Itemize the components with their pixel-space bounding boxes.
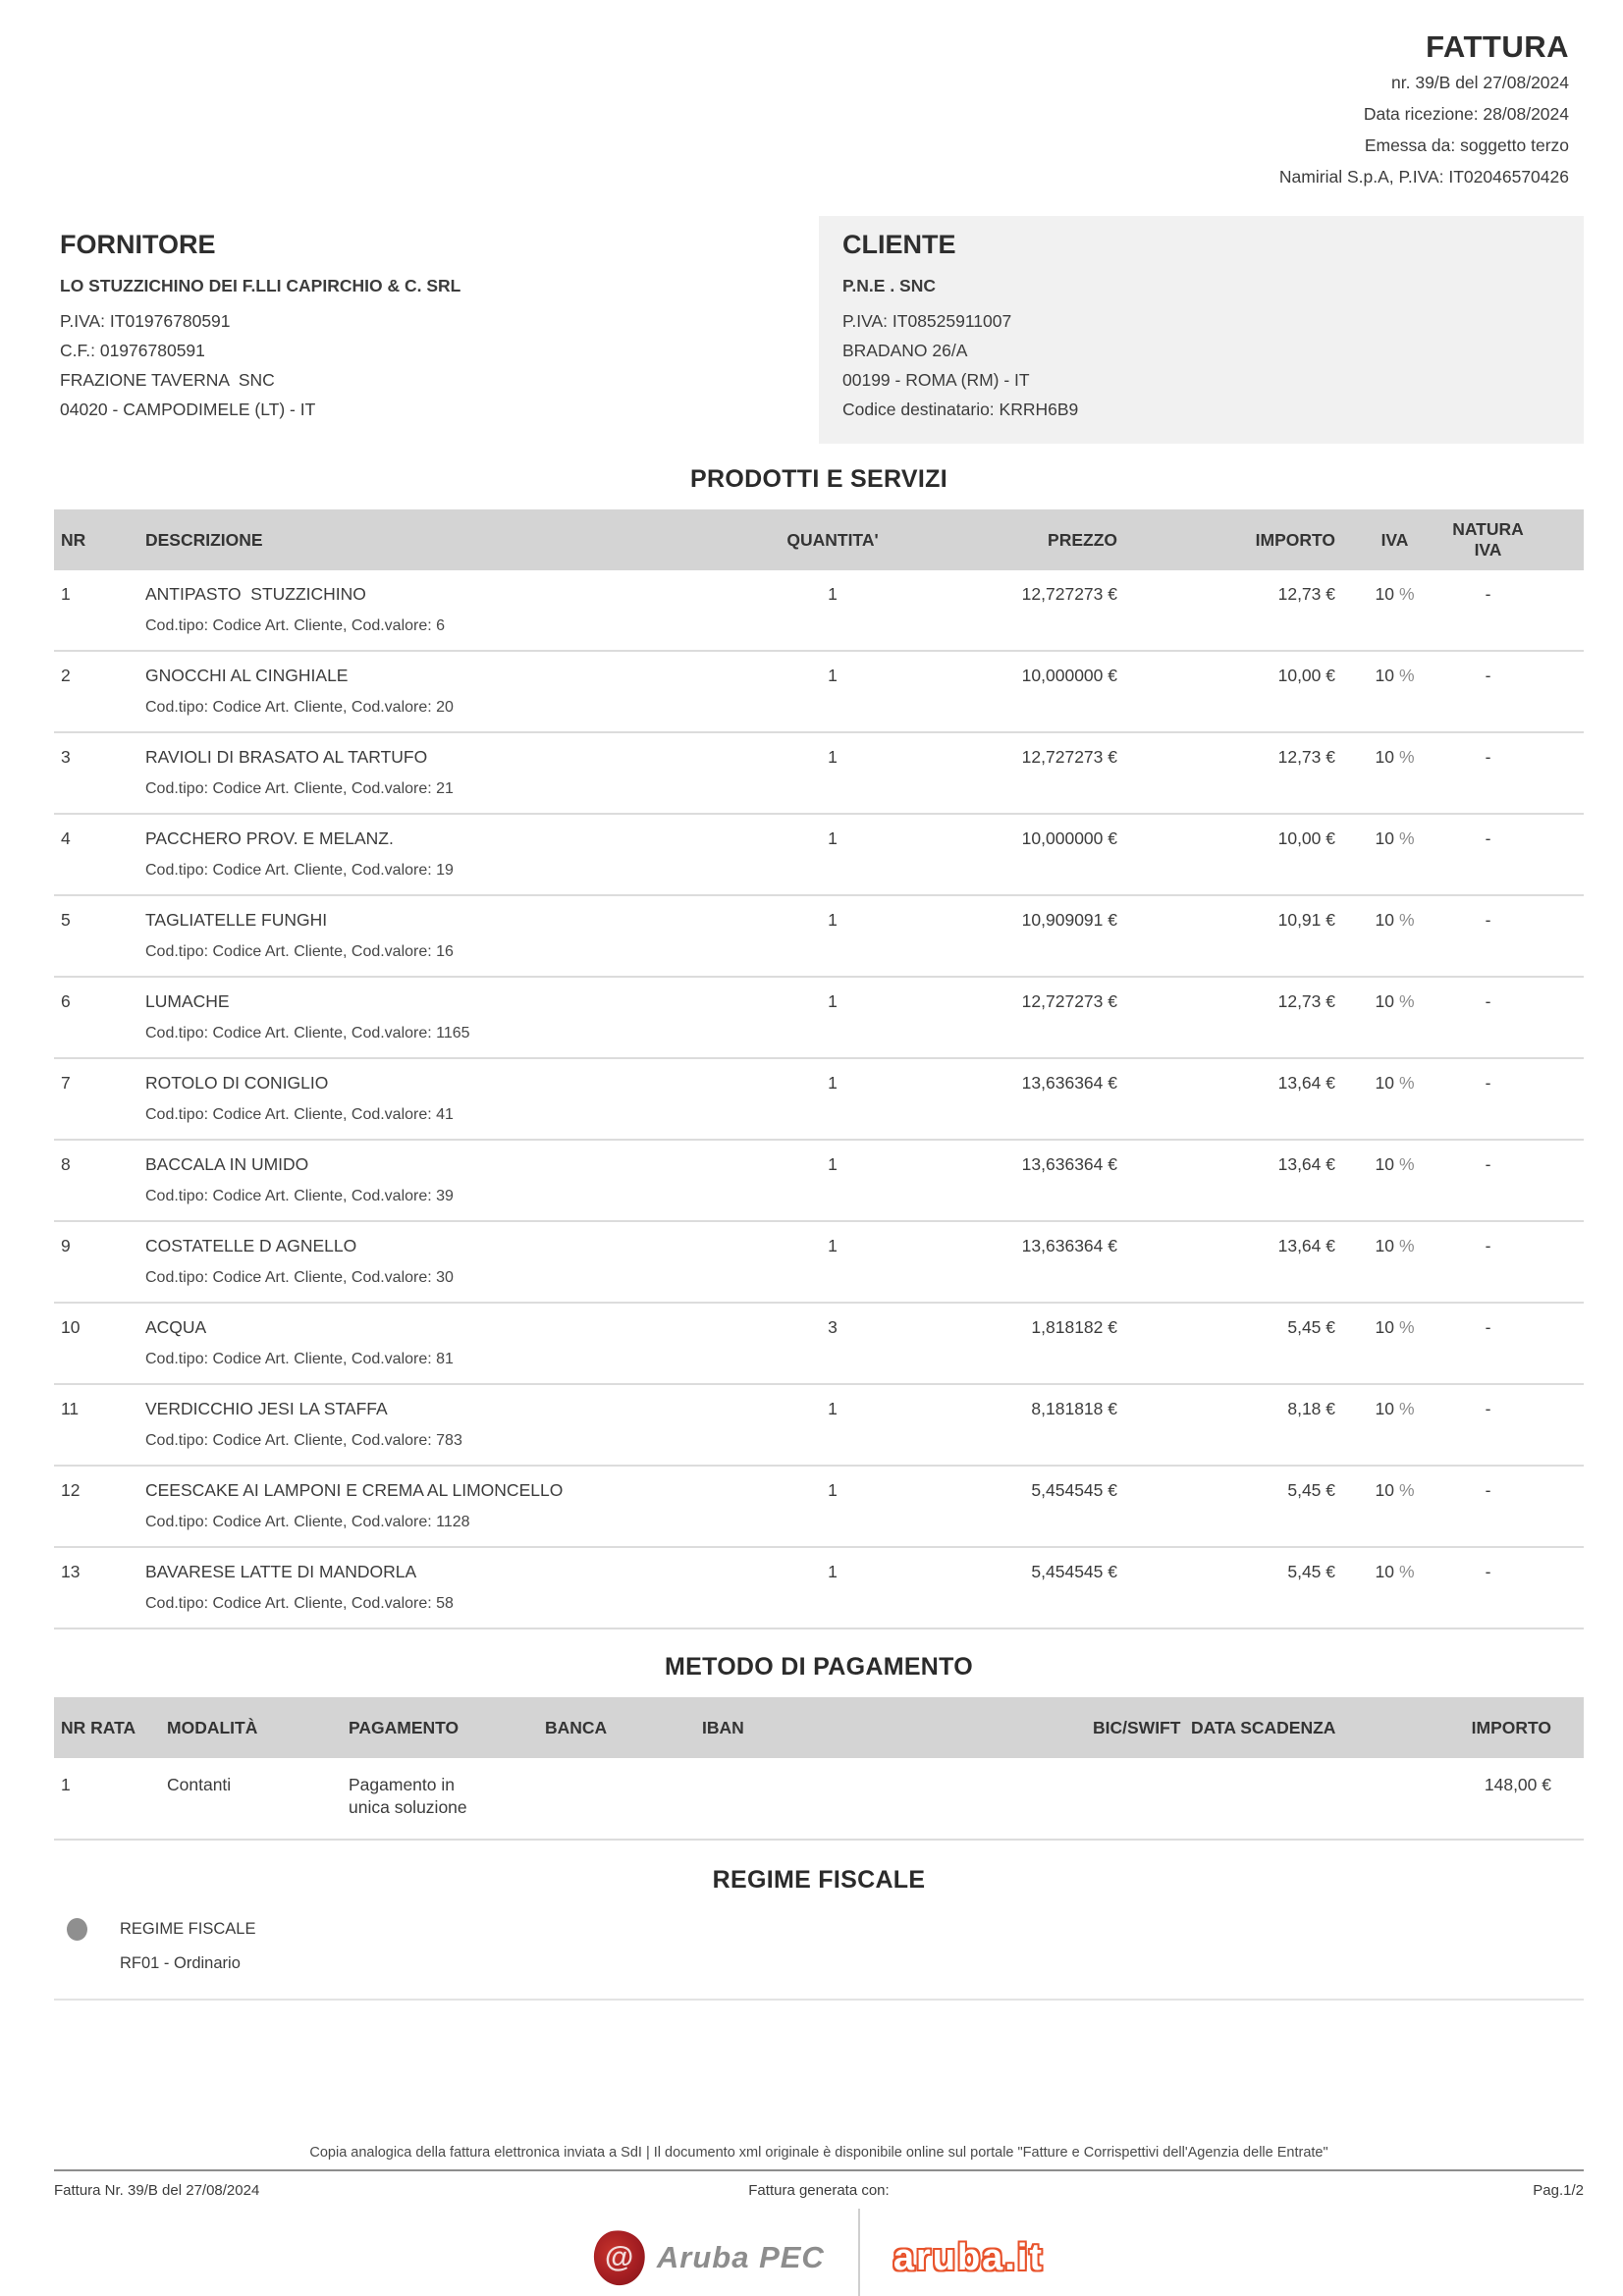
row-vat-nature: -: [1485, 1480, 1491, 1500]
aruba-pec-logo: [594, 2230, 825, 2285]
row-nr: 3: [61, 747, 71, 767]
row-vat-nature: -: [1485, 747, 1491, 767]
page-footer: [54, 2145, 1584, 2296]
invoice-title: FATTURA: [1426, 29, 1569, 64]
row-description: [108, 1478, 774, 1533]
col-header-due-date: DATA SCADENZA: [1191, 1717, 1336, 1737]
percent-sign: %: [1398, 1154, 1415, 1174]
row-amount: 5,45 €: [1287, 1480, 1335, 1500]
parties-section: [54, 216, 1584, 444]
footer-logos: [54, 2209, 1584, 2296]
row-article-code: Cod.tipo: Codice Art. Cliente, Cod.valore: 41: [145, 1106, 454, 1123]
col-header-nr: NR: [61, 529, 86, 550]
row-nr: 7: [61, 1073, 71, 1093]
row-vat-nature: -: [1485, 1236, 1491, 1255]
customer-name: P.N.E . SNC: [842, 276, 936, 295]
row-amount: 10,00 €: [1277, 828, 1335, 848]
row-quantity: 1: [828, 828, 838, 848]
row-vat-nature: -: [1485, 1073, 1491, 1093]
row-description: [108, 827, 774, 881]
percent-sign: %: [1398, 1317, 1415, 1337]
products-table-header: [54, 509, 1584, 570]
col-header-description: DESCRIZIONE: [145, 529, 263, 550]
row-article-code: Cod.tipo: Codice Art. Cliente, Cod.valore: 19: [145, 862, 454, 879]
row-description-text: ROTOLO DI CONIGLIO: [145, 1073, 329, 1093]
row-price: 13,636364 €: [1021, 1154, 1117, 1174]
row-description-text: CEESCAKE AI LAMPONI E CREMA AL LIMONCELLO: [145, 1480, 564, 1500]
row-vat-rate: 10 %: [1375, 991, 1415, 1011]
row-price: 13,636364 €: [1021, 1236, 1117, 1255]
row-vat-rate: 10 %: [1375, 828, 1415, 848]
row-quantity: 1: [828, 1399, 838, 1418]
row-article-code: Cod.tipo: Codice Art. Cliente, Cod.valore: 1165: [145, 1025, 470, 1041]
payment-type: Pagamento in unica soluzione: [349, 1775, 467, 1817]
payment-amount: 148,00 €: [1484, 1775, 1551, 1794]
table-row: [54, 1467, 1584, 1548]
row-vat-rate: 10 %: [1375, 1154, 1415, 1174]
row-vat-nature: -: [1485, 584, 1491, 604]
payment-row: [54, 1758, 1584, 1841]
row-description: [108, 1397, 774, 1452]
row-vat-nature: -: [1485, 1562, 1491, 1581]
table-row: [54, 1141, 1584, 1222]
row-description: [108, 664, 774, 719]
footer-generated-with: Fattura generata con:: [748, 2182, 890, 2199]
row-price: 5,454545 €: [1031, 1480, 1117, 1500]
regime-section-title: REGIME FISCALE: [712, 1866, 926, 1894]
row-description: [108, 582, 774, 637]
table-row: [54, 1548, 1584, 1629]
row-nr: 10: [61, 1317, 81, 1337]
logo-divider: [858, 2209, 860, 2296]
row-price: 12,727273 €: [1021, 747, 1117, 767]
row-vat-nature: -: [1485, 666, 1491, 685]
invoice-intermediary-line: Namirial S.p.A, P.IVA: IT02046570426: [1278, 167, 1569, 187]
supplier-fiscal-code: C.F.: 01976780591: [60, 341, 205, 360]
col-header-bank: BANCA: [545, 1717, 608, 1737]
row-article-code: Cod.tipo: Codice Art. Cliente, Cod.valore: 6: [145, 617, 446, 634]
row-description-text: BACCALA IN UMIDO: [145, 1154, 309, 1174]
bullet-icon: [67, 1918, 87, 1941]
row-quantity: 1: [828, 910, 838, 930]
table-row: [54, 1385, 1584, 1467]
row-vat-nature: -: [1485, 1317, 1491, 1337]
row-description: [108, 908, 774, 963]
percent-sign: %: [1398, 910, 1415, 930]
col-header-price: PREZZO: [1048, 529, 1117, 550]
row-nr: 9: [61, 1236, 71, 1255]
supplier-block: [54, 216, 819, 444]
row-description-text: LUMACHE: [145, 991, 230, 1011]
row-quantity: 1: [828, 666, 838, 685]
row-description: [108, 1152, 774, 1207]
row-description-text: PACCHERO PROV. E MELANZ.: [145, 828, 394, 848]
row-quantity: 1: [828, 1562, 838, 1581]
col-header-pay-amount: IMPORTO: [1471, 1717, 1551, 1737]
row-price: 12,727273 €: [1021, 991, 1117, 1011]
row-vat-rate: 10 %: [1375, 584, 1415, 604]
row-vat-rate: 10 %: [1375, 1399, 1415, 1418]
row-vat-rate: 10 %: [1375, 1236, 1415, 1255]
row-vat-rate: 10 %: [1375, 747, 1415, 767]
aruba-it-wordmark: aruba.it: [893, 2236, 1045, 2278]
row-price: 5,454545 €: [1031, 1562, 1117, 1581]
supplier-address: FRAZIONE TAVERNA SNC: [60, 370, 275, 390]
row-article-code: Cod.tipo: Codice Art. Cliente, Cod.valore: 30: [145, 1269, 454, 1286]
row-description: [108, 1315, 774, 1370]
row-vat-rate: 10 %: [1375, 1562, 1415, 1581]
row-article-code: Cod.tipo: Codice Art. Cliente, Cod.valore: 58: [145, 1595, 454, 1612]
col-header-quantity: QUANTITA': [786, 529, 879, 550]
row-price: 10,000000 €: [1021, 666, 1117, 685]
row-quantity: 1: [828, 1154, 838, 1174]
row-description-text: COSTATELLE D AGNELLO: [145, 1236, 357, 1255]
table-row: [54, 1222, 1584, 1304]
row-description-text: ACQUA: [145, 1317, 207, 1337]
invoice-reception-date-line: Data ricezione: 28/08/2024: [1363, 104, 1569, 124]
row-price: 8,181818 €: [1031, 1399, 1117, 1418]
customer-recipient-code: Codice destinatario: KRRH6B9: [842, 400, 1079, 419]
row-article-code: Cod.tipo: Codice Art. Cliente, Cod.valore: 21: [145, 780, 454, 797]
col-header-iban: IBAN: [702, 1717, 744, 1737]
row-article-code: Cod.tipo: Codice Art. Cliente, Cod.valore: 783: [145, 1432, 462, 1449]
row-price: 12,727273 €: [1021, 584, 1117, 604]
row-description-text: TAGLIATELLE FUNGHI: [145, 910, 328, 930]
row-vat-rate: 10 %: [1375, 1073, 1415, 1093]
row-amount: 5,45 €: [1287, 1317, 1335, 1337]
row-description: [108, 1560, 774, 1615]
customer-block: [819, 216, 1584, 444]
customer-city: 00199 - ROMA (RM) - IT: [842, 370, 1030, 390]
customer-address: BRADANO 26/A: [842, 341, 968, 360]
footer-disclaimer: Copia analogica della fattura elettronica inviata a SdI | Il documento xml originale è disponibile online sul portale "Fatture e Corrispettivi dell'Agenzia delle Entrate": [309, 2145, 1328, 2161]
row-amount: 5,45 €: [1287, 1562, 1335, 1581]
col-header-vat: IVA: [1380, 529, 1409, 550]
row-nr: 8: [61, 1154, 71, 1174]
aruba-pec-seal-icon: [589, 2226, 649, 2289]
col-header-installment: NR RATA: [61, 1717, 136, 1737]
percent-sign: %: [1398, 828, 1415, 848]
row-quantity: 1: [828, 1480, 838, 1500]
row-amount: 12,73 €: [1277, 584, 1335, 604]
table-row: [54, 978, 1584, 1059]
row-amount: 8,18 €: [1287, 1399, 1335, 1418]
row-amount: 10,91 €: [1277, 910, 1335, 930]
row-description: [108, 1071, 774, 1126]
aruba-pec-wordmark: Aruba PEC: [656, 2240, 825, 2274]
table-row: [54, 733, 1584, 815]
percent-sign: %: [1398, 584, 1415, 604]
row-quantity: 3: [828, 1317, 838, 1337]
table-row: [54, 1059, 1584, 1141]
row-description: [108, 1234, 774, 1289]
row-amount: 12,73 €: [1277, 747, 1335, 767]
percent-sign: %: [1398, 1480, 1415, 1500]
percent-sign: %: [1398, 747, 1415, 767]
row-nr: 6: [61, 991, 71, 1011]
footer-meta-row: [54, 2182, 1584, 2199]
footer-invoice-ref: Fattura Nr. 39/B del 27/08/2024: [54, 2182, 260, 2199]
percent-sign: %: [1398, 1073, 1415, 1093]
percent-sign: %: [1398, 1562, 1415, 1581]
regime-item-value: RF01 - Ordinario: [120, 1954, 241, 1972]
col-header-payment: PAGAMENTO: [349, 1717, 460, 1737]
footer-page-number: Pag.1/2: [1533, 2182, 1584, 2199]
payment-method: Contanti: [167, 1775, 232, 1794]
products-section-title: PRODOTTI E SERVIZI: [690, 465, 947, 493]
row-description: [108, 989, 774, 1044]
percent-sign: %: [1398, 1399, 1415, 1418]
row-vat-nature: -: [1485, 910, 1491, 930]
invoice-header: [54, 29, 1584, 190]
row-amount: 13,64 €: [1277, 1236, 1335, 1255]
payment-section-title: METODO DI PAGAMENTO: [664, 1653, 974, 1681]
row-quantity: 1: [828, 1236, 838, 1255]
row-article-code: Cod.tipo: Codice Art. Cliente, Cod.valore: 1128: [145, 1514, 470, 1530]
table-row: [54, 652, 1584, 733]
regime-item-label: REGIME FISCALE: [120, 1920, 256, 1938]
table-row: [54, 815, 1584, 896]
payment-table-header: [54, 1697, 1584, 1758]
row-amount: 10,00 €: [1277, 666, 1335, 685]
row-nr: 1: [61, 584, 71, 604]
row-vat-rate: 10 %: [1375, 666, 1415, 685]
row-nr: 12: [61, 1480, 81, 1500]
row-vat-rate: 10 %: [1375, 1317, 1415, 1337]
row-vat-nature: -: [1485, 828, 1491, 848]
row-article-code: Cod.tipo: Codice Art. Cliente, Cod.valore: 39: [145, 1188, 454, 1204]
row-vat-rate: 10 %: [1375, 1480, 1415, 1500]
row-vat-nature: -: [1485, 1399, 1491, 1418]
row-description-text: GNOCCHI AL CINGHIALE: [145, 666, 349, 685]
col-header-vat-nature: NATURA IVA: [1452, 519, 1524, 560]
supplier-city: 04020 - CAMPODIMELE (LT) - IT: [60, 400, 316, 419]
invoice-number-line: nr. 39/B del 27/08/2024: [1391, 73, 1569, 92]
row-quantity: 1: [828, 584, 838, 604]
row-description: [108, 745, 774, 800]
table-row: [54, 570, 1584, 652]
percent-sign: %: [1398, 1236, 1415, 1255]
row-nr: 2: [61, 666, 71, 685]
customer-heading: CLIENTE: [842, 230, 956, 259]
row-amount: 13,64 €: [1277, 1073, 1335, 1093]
row-price: 13,636364 €: [1021, 1073, 1117, 1093]
row-nr: 4: [61, 828, 71, 848]
row-description-text: RAVIOLI DI BRASATO AL TARTUFO: [145, 747, 428, 767]
table-row: [54, 896, 1584, 978]
percent-sign: %: [1398, 666, 1415, 685]
col-header-amount: IMPORTO: [1255, 529, 1335, 550]
row-article-code: Cod.tipo: Codice Art. Cliente, Cod.valore: 16: [145, 943, 454, 960]
row-vat-nature: -: [1485, 991, 1491, 1011]
row-vat-nature: -: [1485, 1154, 1491, 1174]
row-nr: 11: [61, 1399, 80, 1418]
row-price: 1,818182 €: [1031, 1317, 1117, 1337]
regime-item: [54, 1918, 1584, 1941]
supplier-vat: P.IVA: IT01976780591: [60, 311, 231, 331]
row-description-text: BAVARESE LATTE DI MANDORLA: [145, 1562, 417, 1581]
row-description-text: ANTIPASTO STUZZICHINO: [145, 584, 366, 604]
row-quantity: 1: [828, 1073, 838, 1093]
invoice-issuer-line: Emessa da: soggetto terzo: [1364, 135, 1569, 155]
supplier-heading: FORNITORE: [60, 230, 216, 259]
row-price: 10,909091 €: [1021, 910, 1117, 930]
payment-installment: 1: [61, 1775, 71, 1794]
percent-sign: %: [1398, 991, 1415, 1011]
row-price: 10,000000 €: [1021, 828, 1117, 848]
row-amount: 13,64 €: [1277, 1154, 1335, 1174]
row-amount: 12,73 €: [1277, 991, 1335, 1011]
row-nr: 5: [61, 910, 71, 930]
row-article-code: Cod.tipo: Codice Art. Cliente, Cod.valore: 20: [145, 699, 454, 716]
row-description-text: VERDICCHIO JESI LA STAFFA: [145, 1399, 388, 1418]
row-vat-rate: 10 %: [1375, 910, 1415, 930]
footer-divider: [54, 2169, 1584, 2171]
row-nr: 13: [61, 1562, 81, 1581]
col-header-method: MODALITÀ: [167, 1717, 258, 1737]
table-row: [54, 1304, 1584, 1385]
supplier-name: LO STUZZICHINO DEI F.LLI CAPIRCHIO & C. SRL: [60, 276, 461, 295]
row-quantity: 1: [828, 991, 838, 1011]
customer-vat: P.IVA: IT08525911007: [842, 311, 1012, 331]
row-article-code: Cod.tipo: Codice Art. Cliente, Cod.valore: 81: [145, 1351, 454, 1367]
products-table-body: [54, 570, 1584, 1629]
regime-body: [54, 1918, 1584, 2001]
col-header-bic-swift: BIC/SWIFT: [1093, 1717, 1181, 1737]
at-symbol: @: [605, 2241, 634, 2274]
row-quantity: 1: [828, 747, 838, 767]
